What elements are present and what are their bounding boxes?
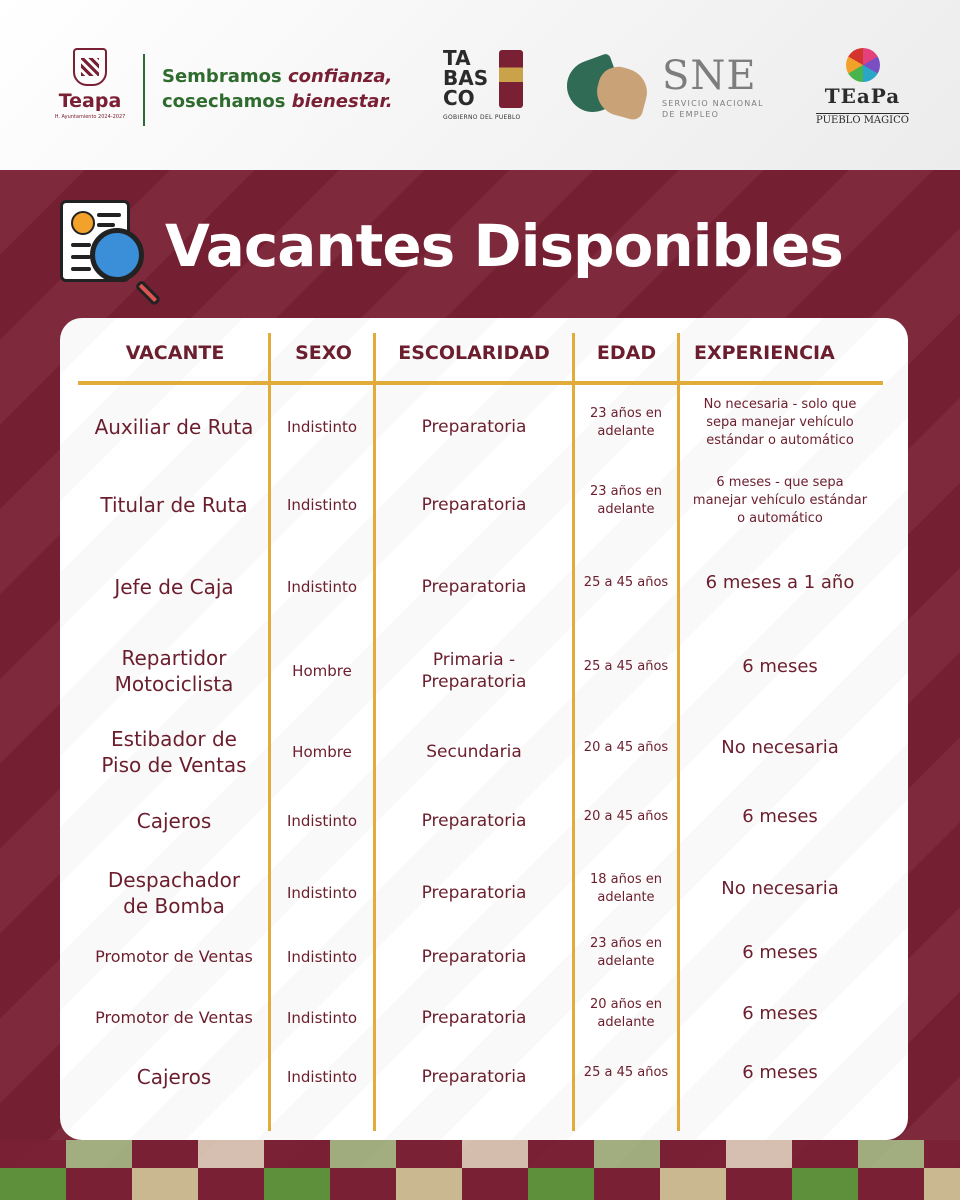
tabasco-logo-line2: BAS: [443, 66, 489, 90]
edad-cell-line: adelante: [597, 1015, 655, 1030]
teapa-shield-icon: [73, 48, 107, 86]
sexo-cell-line: Indistinto: [286, 1068, 358, 1086]
experiencia-cell-line: o automático: [737, 511, 823, 526]
sexo-cell-line: Indistinto: [286, 884, 358, 902]
escolaridad-cell-line: Preparatoria: [421, 811, 527, 831]
vacante-cell: [80, 645, 268, 697]
experiencia-cell-line: 6 meses: [742, 942, 818, 963]
experiencia-cell: [680, 572, 880, 594]
edad-cell: [575, 739, 677, 757]
experiencia-cell-line: sepa manejar vehículo: [706, 415, 854, 430]
tabasco-logo-sub: GOBIERNO DEL PUEBLO: [443, 114, 521, 121]
vacante-cell: [80, 1064, 268, 1090]
header-sexo: SEXO: [295, 342, 352, 364]
escolaridad-cell-line: Preparatoria: [421, 417, 527, 437]
sexo-cell-line: Hombre: [292, 743, 352, 761]
edad-cell: [575, 935, 677, 971]
experiencia-cell-line: 6 meses: [742, 656, 818, 677]
decorative-band: [0, 1168, 960, 1200]
header-bar: [0, 0, 960, 170]
edad-cell-line: 23 años en: [590, 936, 662, 951]
escolaridad-cell-line: Preparatoria: [421, 672, 527, 692]
vacante-cell: [80, 414, 268, 440]
vacante-cell-line: Promotor de Ventas: [95, 1008, 253, 1027]
edad-cell-line: adelante: [597, 502, 655, 517]
sexo-cell-line: Hombre: [292, 662, 352, 680]
vacante-cell-line: Auxiliar de Ruta: [94, 415, 254, 439]
tabasco-pattern-icon: [499, 50, 523, 108]
header-escolaridad: ESCOLARIDAD: [398, 342, 550, 364]
sexo-cell: [271, 743, 373, 761]
vacante-cell-line: Motociclista: [114, 672, 234, 696]
header-experiencia: EXPERIENCIA: [694, 342, 835, 364]
vacante-cell-line: Jefe de Caja: [114, 575, 234, 599]
sexo-cell: [271, 948, 373, 966]
escolaridad-cell-line: Preparatoria: [421, 577, 527, 597]
sexo-cell: [271, 884, 373, 902]
edad-cell-line: 20 años en: [590, 997, 662, 1012]
edad-cell-line: 20 a 45 años: [583, 740, 669, 755]
sne-logo-sub1: SERVICIO NACIONAL: [662, 99, 764, 108]
vacante-cell-line: Piso de Ventas: [101, 753, 247, 777]
edad-cell: [575, 574, 677, 592]
vacante-cell-line: Repartidor: [121, 646, 227, 670]
edad-cell-line: 23 años en: [590, 484, 662, 499]
edad-cell: [575, 483, 677, 519]
edad-cell-line: 18 años en: [590, 872, 662, 887]
tabasco-logo-line1: TA: [443, 46, 471, 70]
edad-cell: [575, 996, 677, 1032]
flower-icon: [846, 48, 880, 82]
vacante-cell: [80, 492, 268, 518]
experiencia-cell: [680, 878, 880, 900]
vacante-cell-line: de Bomba: [123, 894, 225, 918]
experiencia-cell: [680, 396, 880, 450]
edad-cell-line: 25 a 45 años: [583, 575, 669, 590]
experiencia-cell: [680, 1003, 880, 1025]
slogan-line2-a: cosechamos: [162, 91, 292, 112]
sne-logo-name: SNE: [662, 53, 757, 99]
edad-cell-line: 25 a 45 años: [583, 659, 669, 674]
experiencia-cell-line: manejar vehículo estándar: [692, 493, 868, 508]
experiencia-cell: [680, 737, 880, 759]
escolaridad-cell-line: Preparatoria: [421, 1067, 527, 1087]
escolaridad-cell-line: Preparatoria: [421, 1008, 527, 1028]
header-edad: EDAD: [596, 342, 657, 364]
experiencia-cell-line: No necesaria: [721, 878, 839, 899]
pueblo-magico-name: TEaPa: [824, 84, 901, 108]
vacante-cell-line: Cajeros: [136, 809, 212, 833]
escolaridad-cell: [376, 1007, 572, 1029]
vacante-cell: [80, 867, 268, 919]
escolaridad-cell-line: Preparatoria: [421, 495, 527, 515]
sexo-cell: [271, 418, 373, 436]
escolaridad-cell-line: Preparatoria: [421, 947, 527, 967]
vacante-cell: [80, 726, 268, 778]
sexo-cell: [271, 1009, 373, 1027]
slogan-line1-a: Sembramos: [162, 66, 288, 87]
edad-cell-line: adelante: [597, 424, 655, 439]
edad-cell: [575, 658, 677, 676]
vacante-cell-line: Estibador de: [111, 727, 237, 751]
experiencia-cell: [680, 806, 880, 828]
sne-logo-sub2: DE EMPLEO: [662, 110, 720, 119]
handshake-icon: [567, 50, 652, 130]
sexo-cell-line: Indistinto: [286, 496, 358, 514]
experiencia-cell-line: 6 meses a 1 año: [705, 572, 855, 593]
tabasco-logo: [443, 48, 528, 130]
teapa-logo-sub: H. Ayuntamiento 2024-2027: [54, 114, 126, 120]
vacante-cell: [80, 574, 268, 600]
edad-cell: [575, 1064, 677, 1082]
experiencia-cell-line: No necesaria: [721, 737, 839, 758]
experiencia-cell-line: 6 meses: [742, 806, 818, 827]
escolaridad-cell: [376, 649, 572, 693]
sne-logo: [662, 54, 764, 120]
sexo-cell: [271, 1068, 373, 1086]
escolaridad-cell: [376, 882, 572, 904]
experiencia-cell-line: estándar o automático: [706, 433, 854, 448]
vacante-cell-line: Promotor de Ventas: [95, 947, 253, 966]
teapa-logo: [50, 48, 130, 133]
experiencia-cell: [680, 474, 880, 528]
experiencia-cell-line: 6 meses: [742, 1062, 818, 1083]
experiencia-cell-line: No necesaria - solo que: [703, 397, 857, 412]
edad-cell: [575, 808, 677, 826]
edad-cell-line: 25 a 45 años: [583, 1065, 669, 1080]
sexo-cell-line: Indistinto: [286, 418, 358, 436]
slogan-line1-b: confianza,: [287, 66, 393, 87]
vacante-cell: [80, 1005, 268, 1031]
sexo-cell-line: Indistinto: [286, 1009, 358, 1027]
tabasco-logo-line3: CO: [443, 86, 475, 110]
slogan: [162, 64, 393, 114]
sexo-cell: [271, 578, 373, 596]
vacante-cell-line: Cajeros: [136, 1065, 212, 1089]
pueblo-magico-sub: PUEBLO MAGICO: [816, 115, 909, 126]
escolaridad-cell: [376, 576, 572, 598]
escolaridad-cell: [376, 1066, 572, 1088]
header-divider-line: [78, 381, 883, 385]
pueblo-magico-logo: [815, 48, 910, 133]
slogan-line2-b: bienestar.: [291, 91, 393, 112]
edad-cell-line: 23 años en: [590, 406, 662, 421]
experiencia-cell: [680, 656, 880, 678]
sexo-cell: [271, 496, 373, 514]
escolaridad-cell: [376, 946, 572, 968]
escolaridad-cell: [376, 810, 572, 832]
sexo-cell-line: Indistinto: [286, 948, 358, 966]
experiencia-cell-line: 6 meses: [742, 1003, 818, 1024]
escolaridad-cell: [376, 416, 572, 438]
header-divider: [143, 54, 145, 126]
experiencia-cell-line: 6 meses - que sepa: [716, 475, 844, 490]
experiencia-cell: [680, 942, 880, 964]
vacante-cell: [80, 944, 268, 970]
sexo-cell-line: Indistinto: [286, 812, 358, 830]
vacante-cell: [80, 808, 268, 834]
vacante-cell-line: Titular de Ruta: [100, 493, 248, 517]
escolaridad-cell-line: Primaria -: [432, 650, 516, 670]
teapa-logo-name: Teapa: [58, 90, 122, 112]
edad-cell-line: adelante: [597, 890, 655, 905]
escolaridad-cell: [376, 741, 572, 763]
sexo-cell: [271, 662, 373, 680]
experiencia-cell: [680, 1062, 880, 1084]
escolaridad-cell-line: Preparatoria: [421, 883, 527, 903]
header-vacante: VACANTE: [125, 342, 225, 364]
sexo-cell: [271, 812, 373, 830]
edad-cell-line: 20 a 45 años: [583, 809, 669, 824]
page-title: Vacantes Disponibles: [165, 212, 843, 280]
edad-cell-line: adelante: [597, 954, 655, 969]
escolaridad-cell-line: Secundaria: [426, 742, 522, 762]
edad-cell: [575, 871, 677, 907]
escolaridad-cell: [376, 494, 572, 516]
resume-search-icon: [60, 200, 170, 305]
vacante-cell-line: Despachador: [107, 868, 241, 892]
sexo-cell-line: Indistinto: [286, 578, 358, 596]
edad-cell: [575, 405, 677, 441]
